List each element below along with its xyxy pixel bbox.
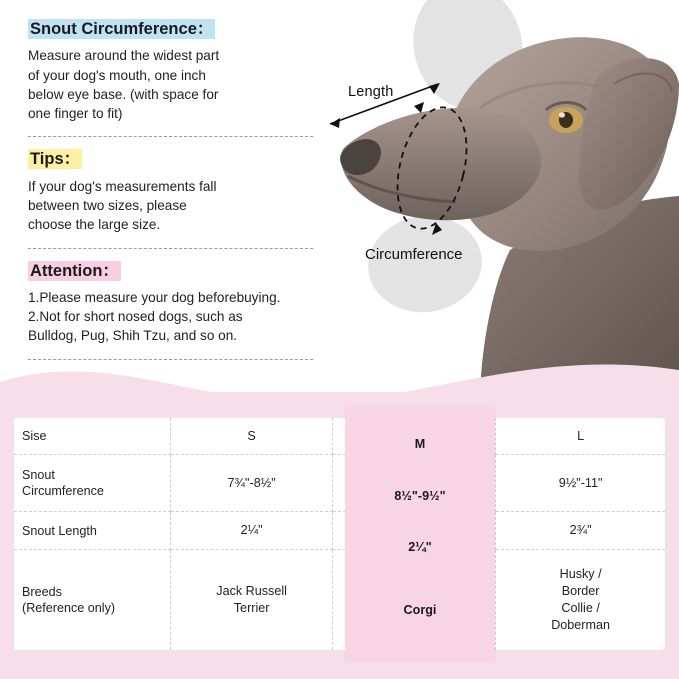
label-line: Breeds	[22, 584, 62, 599]
value-line: Jack Russell	[216, 583, 287, 598]
body-line: one finger to fit)	[28, 106, 123, 122]
cell-circ-s: 7¾"-8½"	[170, 455, 333, 512]
instructions-panel	[28, 18, 328, 371]
cell-size-m-value: M	[414, 437, 426, 451]
section-body	[28, 46, 328, 123]
label-line: (Reference only)	[22, 600, 116, 615]
divider	[28, 136, 313, 137]
section-heading: Attention：	[30, 261, 119, 280]
label-line: Circumference	[22, 484, 104, 499]
cell-breeds-m-value: Corgi	[403, 603, 437, 617]
body-line: Measure around the widest part	[28, 48, 220, 64]
instruction-section-tips	[28, 148, 328, 234]
cell-breeds-s	[170, 549, 333, 650]
body-line: 1.Please measure your dog beforebuying.	[28, 289, 281, 305]
cell-snout-length-label: Snout Length	[14, 512, 170, 549]
body-line: between two sizes, please	[28, 198, 187, 214]
cell-circ-l: 9½"-11"	[496, 455, 665, 512]
length-label: Length	[348, 84, 394, 100]
body-line: choose the large size.	[28, 217, 161, 233]
table-row	[14, 455, 665, 512]
cell-breeds-label	[14, 549, 170, 650]
pink-wave-divider	[0, 330, 679, 430]
section-heading: Snout Circumference：	[30, 20, 214, 38]
cell-circ-m-value: 8½"-9½"	[394, 489, 446, 503]
cell-length-s: 2¼"	[170, 512, 333, 549]
value-line: Doberman	[551, 617, 611, 632]
cell-length-l: 2¾"	[496, 512, 665, 549]
section-heading: Tips：	[30, 150, 81, 169]
cell-snout-circumference-label	[14, 455, 170, 512]
section-body	[28, 177, 328, 235]
cell-size-label: Sise	[14, 418, 170, 455]
size-table-card	[14, 418, 665, 650]
body-line: below eye base. (with space for	[28, 86, 219, 102]
body-line: 2.Not for short nosed dogs, such as	[28, 309, 243, 325]
circumference-label: Circumference	[365, 246, 463, 263]
cell-breeds-l	[496, 549, 665, 650]
table-row	[14, 418, 665, 455]
label-line: Snout	[22, 468, 55, 483]
table-row	[14, 512, 665, 549]
body-line: Bulldog, Pug, Shih Tzu, and so on.	[28, 328, 238, 344]
divider	[28, 248, 313, 249]
value-line: Border	[561, 583, 600, 598]
cell-size-l: L	[496, 418, 665, 455]
body-line: of your dog's mouth, one inch	[28, 67, 206, 83]
value-line: Collie /	[561, 600, 600, 615]
cell-length-m-value: 2¼"	[408, 540, 432, 554]
table-row	[14, 549, 665, 650]
value-line: Husky /	[559, 566, 602, 581]
size-m-column-values	[345, 406, 495, 662]
instruction-section-snout-circumference	[28, 18, 328, 123]
value-line: Terrier	[233, 600, 270, 615]
body-line: If your dog's measurements fall	[28, 178, 217, 194]
cell-size-s: S	[170, 418, 333, 455]
circumference-measure-ellipse	[380, 96, 490, 246]
size-table	[14, 418, 665, 650]
